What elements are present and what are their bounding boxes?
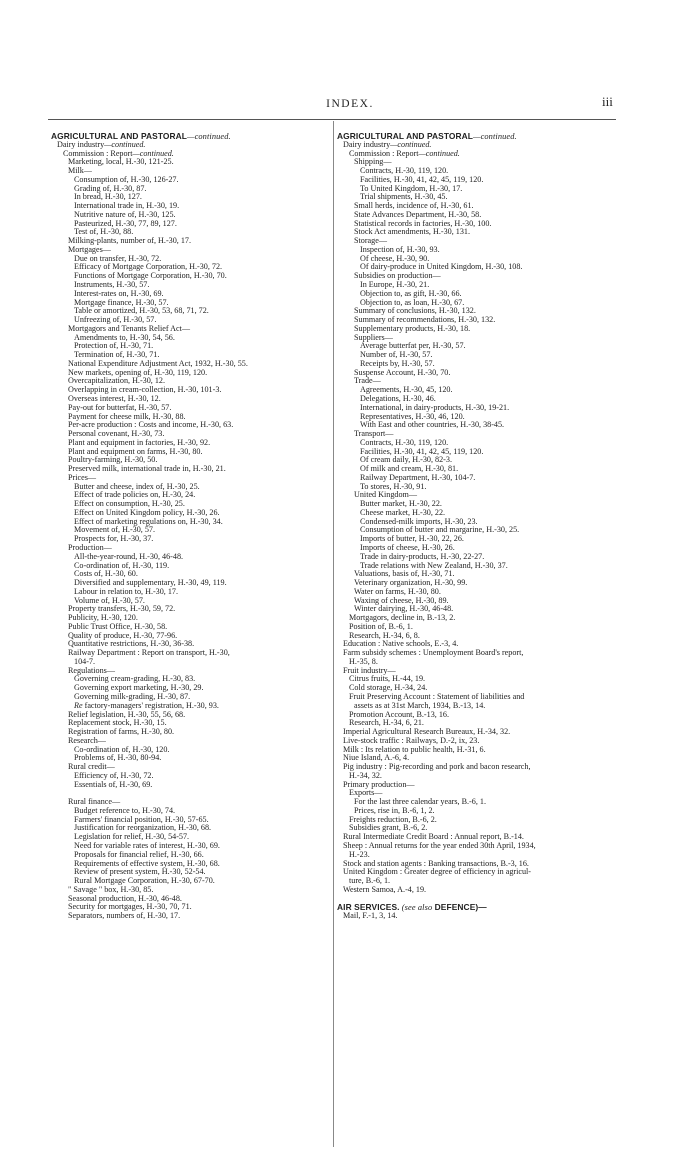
index-entry-text: Budget reference to, H.-30, 74. (74, 805, 176, 815)
index-entry-text: Suspense Account, H.-30, 70. (354, 367, 451, 377)
index-entry (337, 842, 623, 851)
index-entry-text: Exports— (349, 788, 383, 798)
index-entry-text: Co-ordination of, H.-30, 119. (74, 560, 170, 570)
index-entry-text: Primary production— (343, 779, 415, 789)
index-entry-text: All-the-year-round, H.-30, 46-48. (74, 551, 184, 561)
index-entry-text: Waxing of cheese, H.-30, 89. (354, 595, 449, 605)
column-divider (333, 121, 334, 1147)
index-entry-text: Dairy industry (343, 139, 391, 149)
index-entry-text: Live-stock traffic : Railways, D.-2, ix, 23. (343, 735, 480, 745)
index-entry-suffix: —continued. (104, 139, 146, 149)
index-entry-text: H.-23. (349, 849, 370, 859)
index-entry-text: Plant and equipment in factories, H.-30, 92. (68, 437, 211, 447)
index-entry-text: Water on farms, H.-30, 80. (354, 586, 441, 596)
index-entry-text: Quality of produce, H.-30, 77-96. (68, 630, 178, 640)
index-entry-text: Publicity, H.-30, 120. (68, 613, 138, 623)
index-entry-text: Requirements of effective system, H.-30, 68. (74, 858, 220, 868)
index-entry-suffix: —continued. (187, 132, 231, 141)
index-entry-text: " Savage " box, H.-30, 85. (68, 884, 154, 894)
index-entry-text: Shipping— (354, 157, 392, 167)
index-entry-suffix: (see also DEFENCE)— (401, 902, 487, 913)
index-entry-text: Subsidies grant, B.-6, 2. (349, 823, 428, 833)
index-entry-text: Contracts, H.-30, 119, 120. (360, 166, 449, 176)
index-entry-text: Western Samoa, A.-4, 19. (343, 884, 427, 894)
index-entry-text: Relief legislation, H.-30, 55, 56, 68. (68, 709, 186, 719)
index-entry-text: Railway Department, H.-30, 104-7. (360, 472, 476, 482)
index-entry-text: Legislation for relief, H.-30, 54-57. (74, 832, 190, 842)
index-entry-text: Supplementary products, H.-30, 18. (354, 323, 471, 333)
index-entry-text: Volume of, H.-30, 57. (74, 595, 145, 605)
index-entry-text: Protection of, H.-30, 71. (74, 341, 154, 351)
index-entry-text: Contracts, H.-30, 119, 120. (360, 437, 449, 447)
index-entry-text: Nutritive nature of, H.-30, 125. (74, 209, 176, 219)
index-entry-text: Farmers' financial position, H.-30, 57-65. (74, 814, 209, 824)
index-entry-text: Mortgage finance, H.-30, 57. (74, 297, 169, 307)
index-entry-text: Winter dairying, H.-30, 46-48. (354, 604, 454, 614)
index-entry-text: Regulations— (68, 665, 115, 675)
index-entry-text: Suppliers— (354, 332, 393, 342)
index-entry-text: Plant and equipment on farms, H.-30, 80. (68, 446, 203, 456)
index-entry-text: To United Kingdom, H.-30, 17. (360, 183, 463, 193)
index-entry-text: 104-7. (74, 656, 95, 666)
index-entry-text: Need for variable rates of interest, H.-30, 69. (74, 841, 220, 851)
index-entry (337, 649, 623, 658)
index-entry-text: Rural credit— (68, 762, 115, 772)
index-entry-text: Table or amortized, H.-30, 53, 68, 71, 72. (74, 306, 209, 316)
index-entry-text: United Kingdom : Greater degree of efficiency in agricul- (343, 867, 532, 877)
index-entry-text: Overlapping in cream-collection, H.-30, 101-3. (68, 385, 222, 395)
index-entry-text: Preserved milk, international trade in, H.-30, 21. (68, 464, 226, 474)
index-entry-text: Governing export marketing, H.-30, 29. (74, 683, 204, 693)
index-entry-text: Facilities, H.-30, 41, 42, 45, 119, 120. (360, 174, 484, 184)
index-entry-text: Effect on consumption, H.-30, 25. (74, 499, 185, 509)
index-entry-text: Sheep : Annual returns for the year ended 30th April, 1934, (343, 841, 536, 851)
index-entry-text: Test of, H.-30, 88. (74, 227, 134, 237)
index-entry-text: Quantitative restrictions, H.-30, 36-38. (68, 639, 195, 649)
index-entry-text: Security for mortgages, H.-30, 70, 71. (68, 902, 192, 912)
index-entry-text: ture, B.-6, 1. (349, 876, 391, 886)
index-entry-text: International, in dairy-products, H.-30, 19-21. (360, 402, 510, 412)
index-entry-text: Freights reduction, B.-6, 2. (349, 814, 437, 824)
index-entry-text: Marketing, local, H.-30, 121-25. (68, 157, 174, 167)
index-entry-text: Imperial Agricultural Research Bureaux, H.-34, 32. (343, 727, 511, 737)
index-entry-text: Storage— (354, 236, 387, 246)
index-entry-text: Position of, B.-6, 1. (349, 621, 413, 631)
index-entry-text: Production— (68, 542, 112, 552)
index-entry-text: To stores, H.-30, 91. (360, 481, 427, 491)
index-column-right (337, 132, 623, 921)
index-entry-text: Milk : Its relation to public health, H.-31, 6. (343, 744, 486, 754)
index-entry-text: Stock and station agents : Banking transactions, B.-3, 16. (343, 858, 529, 868)
index-entry-text: Review of present system, H.-30, 52-54. (74, 867, 206, 877)
index-entry-text: Condensed-milk imports, H.-30, 23. (360, 516, 478, 526)
index-entry-text: New markets, opening of, H.-30, 119, 120. (68, 367, 208, 377)
index-entry-text: State Advances Department, H.-30, 58. (354, 209, 482, 219)
index-entry-text: AGRICULTURAL AND PASTORAL (337, 131, 474, 141)
index-entry-text: Imports of butter, H.-30, 22, 26. (360, 534, 464, 544)
index-entry-text: Objection to, as gift, H.-30, 66. (360, 288, 462, 298)
index-entry-text: In Europe, H.-30, 21. (360, 280, 430, 290)
index-entry-text: Grading of, H.-30, 87. (74, 183, 147, 193)
index-entry-text: Effect on United Kingdom policy, H.-30, 26. (74, 507, 220, 517)
index-entry-text: Re factory-managers' registration, H.-30, 93. (74, 700, 219, 710)
index-entry-text: Butter market, H.-30, 22. (360, 499, 442, 509)
index-entry-text: Citrus fruits, H.-44, 19. (349, 674, 426, 684)
index-entry-text: Rural Intermediate Credit Board : Annual report, B.-14. (343, 832, 524, 842)
page-number: iii (602, 94, 613, 109)
index-entry-text: Mortgages— (68, 244, 111, 254)
index-entry-text: Consumption of butter and margarine, H.-30, 25. (360, 525, 520, 535)
index-entry-text: Mortgagors and Tenants Relief Act— (68, 323, 191, 333)
index-entry-text: International trade in, H.-30, 19. (74, 201, 180, 211)
index-entry-text: Summary of conclusions, H.-30, 132. (354, 306, 476, 316)
index-entry-suffix: —continued. (473, 132, 517, 141)
index-entry-text: Governing cream-grading, H.-30, 83. (74, 674, 196, 684)
index-entry-text: Pig industry : Pig-recording and pork and bacon research, (343, 762, 531, 772)
index-entry-text: Cheese market, H.-30, 22. (360, 507, 446, 517)
index-entry-text: assets as at 31st March, 1934, B.-13, 14. (354, 700, 486, 710)
index-entry-text: Dairy industry (57, 139, 105, 149)
index-entry-text: Separators, numbers of, H.-30, 17. (68, 911, 181, 921)
index-entry-text: Effect of marketing regulations on, H.-30, 34. (74, 516, 223, 526)
index-entry-text: Veterinary organization, H.-30, 99. (354, 578, 468, 588)
index-entry-text: Amendments to, H.-30, 54, 56. (74, 332, 175, 342)
index-entry-text: Essentials of, H.-30, 69. (74, 779, 153, 789)
index-entry-text: Milking-plants, number of, H.-30, 17. (68, 236, 191, 246)
index-entry-text: In bread, H.-30, 127. (74, 192, 142, 202)
index-entry-text: Agreements, H.-30, 45, 120. (360, 385, 453, 395)
index-entry-text: Effect of trade policies on, H.-30, 24. (74, 490, 196, 500)
index-entry-text: AIR SERVICES. (337, 902, 400, 913)
page-header-title: INDEX. (326, 98, 374, 110)
index-entry (51, 912, 331, 921)
index-entry-text: Prices, rise in, B.-6, 1, 2. (354, 805, 435, 815)
index-entry-text: Railway Department : Report on transport, H.-30, (68, 648, 230, 658)
index-entry-text: Replacement stock, H.-30, 15. (68, 718, 167, 728)
index-entry-text: Small herds, incidence of, H.-30, 61. (354, 201, 474, 211)
index-entry-text: Proposals for financial relief, H.-30, 66. (74, 849, 204, 859)
index-entry-text: Objection to, as loan, H.-30, 67. (360, 297, 465, 307)
index-entry-text: Commission : Report (349, 148, 419, 158)
index-entry-text: Niue Island, A.-6, 4. (343, 753, 410, 763)
index-entry-text: Research, H.-34, 6, 8. (349, 630, 420, 640)
index-entry-text: Due on transfer, H.-30, 72. (74, 253, 162, 263)
index-column-left (51, 132, 331, 921)
index-entry-text: Trial shipments, H.-30, 45. (360, 192, 448, 202)
index-entry-text: Education : Native schools, E.-3, 4. (343, 639, 459, 649)
index-entry-text: Mail, F.-1, 3, 14. (343, 911, 398, 921)
index-entry-text: Seasonal production, H.-30, 46-48. (68, 893, 182, 903)
index-entry-text: Per-acre production : Costs and income, H.-30, 63. (68, 420, 234, 430)
index-entry-text: Prices— (68, 472, 96, 482)
index-entry-text: Of dairy-produce in United Kingdom, H.-30, 108. (360, 262, 523, 272)
index-entry-text: Pay-out for butterfat, H.-30, 57. (68, 402, 172, 412)
index-entry-text: Trade in dairy-products, H.-30, 22-27. (360, 551, 485, 561)
index-entry-text: H.-35, 8. (349, 656, 378, 666)
index-entry-text: Movement of, H.-30, 57. (74, 525, 156, 535)
index-entry-text: Problems of, H.-30, 80-94. (74, 753, 162, 763)
index-entry-text: Costs of, H.-30, 60. (74, 569, 138, 579)
index-entry-text: Of cream daily, H.-30, 82-3. (360, 455, 452, 465)
index-entry-text: Registration of farms, H.-30, 80. (68, 727, 175, 737)
index-entry-text: National Expenditure Adjustment Act, 1932, H.-30, 55. (68, 358, 248, 368)
index-entry-text: Unfreezing of, H.-30, 57. (74, 315, 157, 325)
index-entry-text: Governing milk-grading, H.-30, 87. (74, 692, 191, 701)
index-entry-text: Delegations, H.-30, 46. (360, 393, 436, 403)
index-entry-text: Research, H.-34, 6, 21. (349, 718, 424, 728)
index-entry (337, 912, 623, 921)
index-entry-text: Valuations, basis of, H.-30, 71. (354, 569, 455, 579)
index-entry-text: Subsidies on production— (354, 271, 441, 281)
index-entry-text: Justification for reorganization, H.-30, 68. (74, 823, 212, 833)
index-entry-text: Fruit industry— (343, 665, 396, 675)
index-entry-text: Co-ordination of, H.-30, 120. (74, 744, 170, 754)
index-entry-text: Poultry-farming, H.-30, 50. (68, 455, 158, 465)
index-entry-text: Summary of recommendations, H.-30, 132. (354, 315, 496, 325)
index-entry (337, 886, 623, 895)
index-entry-text: Facilities, H.-30, 41, 42, 45, 119, 120. (360, 446, 484, 456)
index-entry-text: Statistical records in factories, H.-30, 100. (354, 218, 492, 228)
index-entry-text: Consumption of, H.-30, 126-27. (74, 174, 179, 184)
index-entry-text: Research— (68, 735, 106, 745)
index-entry-text: Diversified and supplementary, H.-30, 49, 119. (74, 578, 227, 588)
index-entry-text: Of cheese, H.-30, 90. (360, 253, 430, 263)
index-entry-text: Functions of Mortgage Corporation, H.-30, 70. (74, 271, 227, 281)
index-entry-text: Stock Act amendments, H.-30, 131. (354, 227, 470, 237)
index-entry-text: Average butterfat per, H.-30, 57. (360, 341, 466, 351)
index-entry-text: Mortgagors, decline in, B.-13, 2. (349, 613, 456, 623)
index-entry-text: Personal covenant, H.-30, 73. (68, 429, 165, 439)
index-entry-text: Efficacy of Mortgage Corporation, H.-30, 72. (74, 262, 223, 272)
index-entry-text: Receipts by, H.-30, 57. (360, 358, 435, 368)
index-entry-text: Termination of, H.-30, 71. (74, 350, 160, 360)
index-entry-text: For the last three calendar years, B.-6, 1. (354, 797, 486, 807)
index-entry-suffix: —continued. (418, 148, 460, 158)
index-entry-text: Trade— (354, 376, 381, 386)
index-entry-text: H.-34, 32. (349, 770, 382, 780)
index-entry-text: Public Trust Office, H.-30, 58. (68, 621, 168, 631)
index-entry-text: Instruments, H.-30, 57. (74, 280, 150, 290)
index-entry-text: Promotion Account, B.-13, 16. (349, 709, 449, 719)
index-entry-text: Cold storage, H.-34, 24. (349, 683, 428, 693)
index-entry-text: Payment for cheese milk, H.-30, 88. (68, 411, 186, 421)
index-entry-text: United Kingdom— (354, 490, 417, 500)
index-entry-text: Butter and cheese, index of, H.-30, 25. (74, 481, 200, 491)
index-entry-text: Rural Mortgage Corporation, H.-30, 67-70. (74, 876, 215, 886)
index-entry (51, 158, 331, 167)
index-entry-text: Property transfers, H.-30, 59, 72. (68, 604, 176, 614)
index-entry-text: Inspection of, H.-30, 93. (360, 244, 440, 254)
index-entry-text: Efficiency of, H.-30, 72. (74, 770, 154, 780)
index-entry-text: Overseas interest, H.-30, 12. (68, 393, 161, 403)
index-entry-text: Labour in relation to, H.-30, 17. (74, 586, 179, 596)
index-entry-text: Fruit Preserving Account : Statement of liabilities and (349, 692, 525, 701)
index-entry-text: Prospects for, H.-30, 37. (74, 534, 154, 544)
index-entry-text: Milk— (68, 166, 92, 176)
index-entry-text: Farm subsidy schemes : Unemployment Board's report, (343, 648, 524, 658)
index-entry-text: Imports of cheese, H.-30, 26. (360, 542, 455, 552)
index-entry-text: Trade relations with New Zealand, H.-30, 37. (360, 560, 508, 570)
index-entry-text: Representatives, H.-30, 46, 120. (360, 411, 465, 421)
index-entry-text: Interest-rates on, H.-30, 69. (74, 288, 164, 298)
index-entry-text: Overcapitalization, H.-30, 12. (68, 376, 166, 386)
index-entry-text: Commission : Report (63, 148, 133, 158)
index-entry-text: Of milk and cream, H.-30, 81. (360, 464, 459, 474)
index-entry-text: Number of, H.-30, 57. (360, 350, 433, 360)
index-entry-text: With East and other countries, H.-30, 38-45. (360, 420, 505, 430)
index-entry-text: AGRICULTURAL AND PASTORAL (51, 131, 188, 141)
header-rule (48, 119, 616, 120)
index-entry-text: Transport— (354, 429, 394, 439)
index-entry-text: Rural finance— (68, 797, 121, 807)
index-entry-text: Pasteurized, H.-30, 77, 89, 127. (74, 218, 177, 228)
index-entry-suffix: —continued. (132, 148, 174, 158)
index-entry-suffix: —continued. (390, 139, 432, 149)
index-entry (51, 781, 331, 790)
